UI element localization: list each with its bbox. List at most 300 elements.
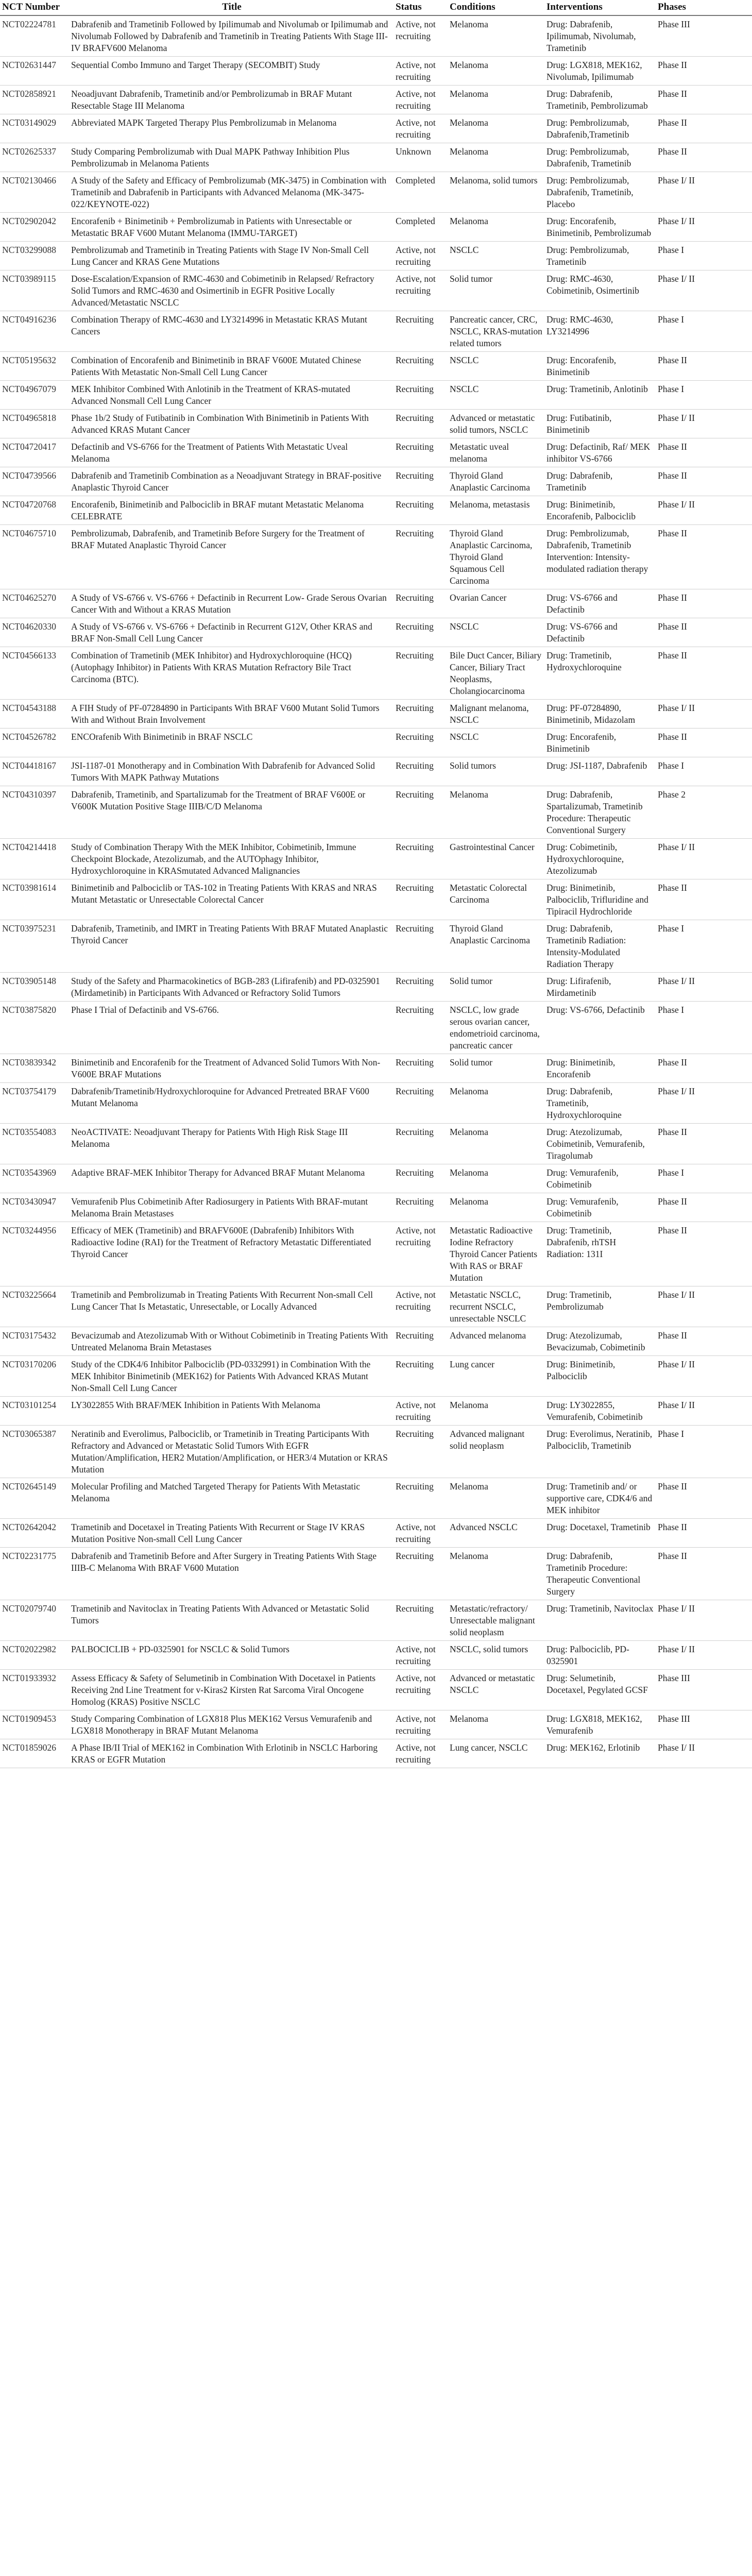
table-row bbox=[0, 496, 752, 525]
conditions-cell: Thyroid Gland Anaplastic Carcinoma, Thyroid Gland Squamous Cell Carcinoma bbox=[448, 525, 544, 589]
status-cell: Recruiting bbox=[394, 352, 448, 381]
nct-number-cell: NCT04625270 bbox=[0, 589, 70, 618]
interventions-cell: Drug: Defactinib, Raf/ MEK inhibitor VS-6766 bbox=[544, 438, 656, 467]
conditions-cell: Metastatic/refractory/ Unresectable malignant solid neoplasm bbox=[448, 1600, 544, 1641]
table-row bbox=[0, 242, 752, 270]
status-cell: Completed bbox=[394, 213, 448, 242]
nct-number-cell: NCT01859026 bbox=[0, 1739, 70, 1768]
nct-number-cell: NCT03875820 bbox=[0, 1002, 70, 1054]
conditions-cell: Melanoma bbox=[448, 143, 544, 172]
nct-number-cell: NCT04720417 bbox=[0, 438, 70, 467]
title-cell: Bevacizumab and Atezolizumab With or Without Cobimetinib in Treating Patients With Untreated Melanoma Brain Metastases bbox=[70, 1327, 394, 1356]
conditions-cell: Metastatic NSCLC, recurrent NSCLC, unresectable NSCLC bbox=[448, 1286, 544, 1327]
interventions-cell: Drug: Dabrafenib, Spartalizumab, Trametinib Procedure: Therapeutic Conventional Surgery bbox=[544, 786, 656, 839]
phases-cell: Phase 2 bbox=[656, 786, 752, 839]
title-cell: Encorafenib + Binimetinib + Pembrolizumab in Patients with Unresectable or Metastatic BRAF V600 Mutant Melanoma (IMMU-TARGET) bbox=[70, 213, 394, 242]
phases-cell: Phase I bbox=[656, 1426, 752, 1478]
conditions-cell: NSCLC bbox=[448, 728, 544, 757]
interventions-cell: Drug: VS-6766, Defactinib bbox=[544, 1002, 656, 1054]
interventions-cell: Drug: Pembrolizumab, Dabrafenib,Trametinib bbox=[544, 114, 656, 143]
phases-cell: Phase I/ II bbox=[656, 839, 752, 879]
conditions-cell: Melanoma, solid tumors bbox=[448, 172, 544, 213]
table-row bbox=[0, 525, 752, 589]
phases-cell: Phase II bbox=[656, 525, 752, 589]
table-row bbox=[0, 879, 752, 920]
conditions-cell: NSCLC bbox=[448, 618, 544, 647]
conditions-cell: Malignant melanoma, NSCLC bbox=[448, 700, 544, 728]
title-cell: Binimetinib and Palbociclib or TAS-102 in Treating Patients With KRAS and NRAS Mutant Metastatic or Unresectable Colorectal Cancer bbox=[70, 879, 394, 920]
conditions-cell: Thyroid Gland Anaplastic Carcinoma bbox=[448, 467, 544, 496]
interventions-cell: Drug: Dabrafenib, Trametinib Radiation: Intensity-Modulated Radiation Therapy bbox=[544, 920, 656, 973]
interventions-cell: Drug: Binimetinib, Palbociclib, Trifluridine and Tipiracil Hydrochloride bbox=[544, 879, 656, 920]
phases-cell: Phase I bbox=[656, 757, 752, 786]
phases-cell: Phase II bbox=[656, 86, 752, 114]
status-cell: Recruiting bbox=[394, 973, 448, 1002]
nct-number-cell: NCT05195632 bbox=[0, 352, 70, 381]
status-cell: Recruiting bbox=[394, 1478, 448, 1519]
status-cell: Active, not recruiting bbox=[394, 15, 448, 57]
table-row bbox=[0, 1426, 752, 1478]
table-row bbox=[0, 1478, 752, 1519]
phases-cell: Phase II bbox=[656, 647, 752, 700]
phases-cell: Phase I bbox=[656, 920, 752, 973]
nct-number-cell: NCT03244956 bbox=[0, 1222, 70, 1286]
nct-number-cell: NCT04965818 bbox=[0, 410, 70, 438]
table-row bbox=[0, 1397, 752, 1426]
table-row bbox=[0, 1519, 752, 1548]
interventions-cell: Drug: Encorafenib, Binimetinib bbox=[544, 352, 656, 381]
phases-cell: Phase II bbox=[656, 438, 752, 467]
table-row bbox=[0, 213, 752, 242]
table-row bbox=[0, 1710, 752, 1739]
status-cell: Recruiting bbox=[394, 311, 448, 352]
title-cell: Dose-Escalation/Expansion of RMC-4630 and Cobimetinib in Relapsed/ Refractory Solid Tumors and RMC-4630 and Osimertinib in EGFR Positive Locally Advanced/Metastatic NSCLC bbox=[70, 270, 394, 311]
phases-cell: Phase II bbox=[656, 467, 752, 496]
table-row bbox=[0, 311, 752, 352]
conditions-cell: NSCLC, low grade serous ovarian cancer, endometrioid carcinoma, pancreatic cancer bbox=[448, 1002, 544, 1054]
conditions-cell: Ovarian Cancer bbox=[448, 589, 544, 618]
interventions-cell: Drug: Pembrolizumab, Dabrafenib, Trametinib bbox=[544, 143, 656, 172]
conditions-cell: Metastatic uveal melanoma bbox=[448, 438, 544, 467]
status-cell: Recruiting bbox=[394, 496, 448, 525]
conditions-cell: Melanoma bbox=[448, 86, 544, 114]
phases-cell: Phase I bbox=[656, 381, 752, 410]
conditions-cell: Melanoma bbox=[448, 1124, 544, 1164]
title-cell: Dabrafenib and Trametinib Before and After Surgery in Treating Patients With Stage IIIB-C Melanoma With BRAF V600 Mutation bbox=[70, 1548, 394, 1600]
phases-cell: Phase I bbox=[656, 311, 752, 352]
conditions-cell: Solid tumor bbox=[448, 973, 544, 1002]
conditions-cell: Advanced malignant solid neoplasm bbox=[448, 1426, 544, 1478]
table-row bbox=[0, 381, 752, 410]
status-cell: Active, not recruiting bbox=[394, 114, 448, 143]
status-cell: Recruiting bbox=[394, 1124, 448, 1164]
nct-number-cell: NCT02022982 bbox=[0, 1641, 70, 1670]
conditions-cell: Bile Duct Cancer, Biliary Cancer, Biliary Tract Neoplasms, Cholangiocarcinoma bbox=[448, 647, 544, 700]
conditions-cell: Lung cancer bbox=[448, 1356, 544, 1397]
conditions-cell: Melanoma bbox=[448, 1710, 544, 1739]
conditions-cell: Lung cancer, NSCLC bbox=[448, 1739, 544, 1768]
title-cell: Pembrolizumab and Trametinib in Treating Patients with Stage IV Non-Small Cell Lung Cancer and KRAS Gene Mutations bbox=[70, 242, 394, 270]
status-cell: Recruiting bbox=[394, 1002, 448, 1054]
phases-cell: Phase I/ II bbox=[656, 410, 752, 438]
conditions-cell: Melanoma bbox=[448, 1083, 544, 1124]
title-cell: Trametinib and Navitoclax in Treating Patients With Advanced or Metastatic Solid Tumors bbox=[70, 1600, 394, 1641]
phases-cell: Phase I/ II bbox=[656, 700, 752, 728]
phases-cell: Phase III bbox=[656, 15, 752, 57]
nct-number-cell: NCT03905148 bbox=[0, 973, 70, 1002]
nct-number-cell: NCT03754179 bbox=[0, 1083, 70, 1124]
conditions-cell: Solid tumors bbox=[448, 757, 544, 786]
table-row bbox=[0, 728, 752, 757]
title-cell: Study of Combination Therapy With the MEK Inhibitor, Cobimetinib, Immune Checkpoint Blockade, Atezolizumab, and the AUTOphagy Inhibitor, Hydroxychloroquine in KRASmutated Advanced Malignancies bbox=[70, 839, 394, 879]
conditions-cell: Thyroid Gland Anaplastic Carcinoma bbox=[448, 920, 544, 973]
status-cell: Recruiting bbox=[394, 618, 448, 647]
title-cell: Trametinib and Pembrolizumab in Treating Patients With Recurrent Non-small Cell Lung Cancer That Is Metastatic, Unresectable, or Locally Advanced bbox=[70, 1286, 394, 1327]
interventions-cell: Drug: PF-07284890, Binimetinib, Midazolam bbox=[544, 700, 656, 728]
phases-cell: Phase III bbox=[656, 1670, 752, 1710]
status-cell: Active, not recruiting bbox=[394, 1397, 448, 1426]
conditions-cell: Melanoma bbox=[448, 786, 544, 839]
nct-number-cell: NCT04967079 bbox=[0, 381, 70, 410]
phases-cell: Phase II bbox=[656, 114, 752, 143]
table-row bbox=[0, 700, 752, 728]
conditions-cell: NSCLC bbox=[448, 381, 544, 410]
conditions-cell: Advanced NSCLC bbox=[448, 1519, 544, 1548]
table-row bbox=[0, 1124, 752, 1164]
interventions-cell: Drug: LY3022855, Vemurafenib, Cobimetinib bbox=[544, 1397, 656, 1426]
phases-cell: Phase I bbox=[656, 1164, 752, 1193]
interventions-cell: Drug: Atezolizumab, Bevacizumab, Cobimetinib bbox=[544, 1327, 656, 1356]
phases-cell: Phase II bbox=[656, 1054, 752, 1083]
title-cell: A Study of the Safety and Efficacy of Pembrolizumab (MK-3475) in Combination with Trametinib and Dabrafenib in Participants with Advanced Melanoma (MK-3475-022/KEYNOTE-022) bbox=[70, 172, 394, 213]
interventions-cell: Drug: Binimetinib, Encorafenib bbox=[544, 1054, 656, 1083]
status-cell: Active, not recruiting bbox=[394, 86, 448, 114]
table-row bbox=[0, 1193, 752, 1222]
interventions-cell: Drug: Palbociclib, PD-0325901 bbox=[544, 1641, 656, 1670]
nct-number-cell: NCT04310397 bbox=[0, 786, 70, 839]
phases-cell: Phase II bbox=[656, 728, 752, 757]
interventions-cell: Drug: Atezolizumab, Cobimetinib, Vemurafenib, Tiragolumab bbox=[544, 1124, 656, 1164]
status-cell: Active, not recruiting bbox=[394, 57, 448, 86]
interventions-cell: Drug: Trametinib, Pembrolizumab bbox=[544, 1286, 656, 1327]
nct-number-cell: NCT04526782 bbox=[0, 728, 70, 757]
interventions-cell: Drug: LGX818, MEK162, Nivolumab, Ipilimumab bbox=[544, 57, 656, 86]
nct-number-cell: NCT02631447 bbox=[0, 57, 70, 86]
conditions-cell: Pancreatic cancer, CRC, NSCLC, KRAS-mutation related tumors bbox=[448, 311, 544, 352]
title-cell: ENCOrafenib With Binimetinib in BRAF NSCLC bbox=[70, 728, 394, 757]
nct-number-cell: NCT03430947 bbox=[0, 1193, 70, 1222]
phases-cell: Phase I/ II bbox=[656, 1083, 752, 1124]
table-row bbox=[0, 438, 752, 467]
status-cell: Recruiting bbox=[394, 879, 448, 920]
status-cell: Recruiting bbox=[394, 438, 448, 467]
table-row bbox=[0, 172, 752, 213]
nct-number-cell: NCT03225664 bbox=[0, 1286, 70, 1327]
table-row bbox=[0, 1600, 752, 1641]
nct-number-cell: NCT03839342 bbox=[0, 1054, 70, 1083]
status-cell: Recruiting bbox=[394, 1327, 448, 1356]
table-row bbox=[0, 589, 752, 618]
nct-number-cell: NCT03065387 bbox=[0, 1426, 70, 1478]
interventions-cell: Drug: VS-6766 and Defactinib bbox=[544, 589, 656, 618]
header-interventions: Interventions bbox=[544, 0, 656, 15]
nct-number-cell: NCT04214418 bbox=[0, 839, 70, 879]
interventions-cell: Drug: Dabrafenib, Trametinib, Pembrolizumab bbox=[544, 86, 656, 114]
interventions-cell: Drug: Trametinib, Dabrafenib, rhTSH Radiation: 131I bbox=[544, 1222, 656, 1286]
title-cell: Sequential Combo Immuno and Target Therapy (SECOMBIT) Study bbox=[70, 57, 394, 86]
table-row bbox=[0, 1548, 752, 1600]
title-cell: JSI-1187-01 Monotherapy and in Combination With Dabrafenib for Advanced Solid Tumors With MAPK Pathway Mutations bbox=[70, 757, 394, 786]
table-row bbox=[0, 1286, 752, 1327]
header-phases: Phases bbox=[656, 0, 752, 15]
phases-cell: Phase II bbox=[656, 1222, 752, 1286]
interventions-cell: Drug: Futibatinib, Binimetinib bbox=[544, 410, 656, 438]
title-cell: A Study of VS-6766 v. VS-6766 + Defactinib in Recurrent Low- Grade Serous Ovarian Cancer With and Without a KRAS Mutation bbox=[70, 589, 394, 618]
header-row bbox=[0, 0, 752, 15]
phases-cell: Phase II bbox=[656, 618, 752, 647]
conditions-cell: Melanoma bbox=[448, 114, 544, 143]
conditions-cell: Melanoma bbox=[448, 1164, 544, 1193]
phases-cell: Phase I/ II bbox=[656, 1600, 752, 1641]
title-cell: Abbreviated MAPK Targeted Therapy Plus Pembrolizumab in Melanoma bbox=[70, 114, 394, 143]
interventions-cell: Drug: Vemurafenib, Cobimetinib bbox=[544, 1164, 656, 1193]
phases-cell: Phase I bbox=[656, 242, 752, 270]
title-cell: Dabrafenib/Trametinib/Hydroxychloroquine for Advanced Pretreated BRAF V600 Mutant Melanoma bbox=[70, 1083, 394, 1124]
nct-number-cell: NCT02224781 bbox=[0, 15, 70, 57]
title-cell: Study of the CDK4/6 Inhibitor Palbociclib (PD-0332991) in Combination With the MEK Inhibitor Binimetinib (MEK162) for Patients With Advanced KRAS Mutant Non-Small Cell Lung Cancer bbox=[70, 1356, 394, 1397]
status-cell: Recruiting bbox=[394, 700, 448, 728]
status-cell: Active, not recruiting bbox=[394, 1519, 448, 1548]
title-cell: Study of the Safety and Pharmacokinetics of BGB-283 (Lifirafenib) and PD-0325901 (Mirdametinib) in Participants With Advanced or Refractory Solid Tumors bbox=[70, 973, 394, 1002]
interventions-cell: Drug: Pembrolizumab, Dabrafenib, Trametinib Intervention: Intensity-modulated radiation therapy bbox=[544, 525, 656, 589]
interventions-cell: Drug: Dabrafenib, Trametinib, Hydroxychloroquine bbox=[544, 1083, 656, 1124]
table-row bbox=[0, 114, 752, 143]
nct-number-cell: NCT02625337 bbox=[0, 143, 70, 172]
conditions-cell: Metastatic Colorectal Carcinoma bbox=[448, 879, 544, 920]
header-title: Title bbox=[70, 0, 394, 15]
status-cell: Recruiting bbox=[394, 1356, 448, 1397]
table-row bbox=[0, 15, 752, 57]
status-cell: Recruiting bbox=[394, 920, 448, 973]
phases-cell: Phase I/ II bbox=[656, 1397, 752, 1426]
table-row bbox=[0, 757, 752, 786]
status-cell: Recruiting bbox=[394, 1426, 448, 1478]
title-cell: Encorafenib, Binimetinib and Palbociclib in BRAF mutant Metastatic Melanoma CELEBRATE bbox=[70, 496, 394, 525]
status-cell: Recruiting bbox=[394, 1193, 448, 1222]
conditions-cell: Advanced melanoma bbox=[448, 1327, 544, 1356]
nct-number-cell: NCT03175432 bbox=[0, 1327, 70, 1356]
interventions-cell: Drug: Cobimetinib, Hydroxychloroquine, Atezolizumab bbox=[544, 839, 656, 879]
title-cell: Molecular Profiling and Matched Targeted Therapy for Patients With Metastatic Melanoma bbox=[70, 1478, 394, 1519]
nct-number-cell: NCT02130466 bbox=[0, 172, 70, 213]
title-cell: Efficacy of MEK (Trametinib) and BRAFV600E (Dabrafenib) Inhibitors With Radioactive Iodine (RAI) for the Treatment of Refractory Metastatic Differentiated Thyroid Cancer bbox=[70, 1222, 394, 1286]
title-cell: Trametinib and Docetaxel in Treating Patients With Recurrent or Stage IV KRAS Mutation Positive Non-small Cell Lung Cancer bbox=[70, 1519, 394, 1548]
phases-cell: Phase I/ II bbox=[656, 270, 752, 311]
conditions-cell: NSCLC bbox=[448, 242, 544, 270]
nct-number-cell: NCT03170206 bbox=[0, 1356, 70, 1397]
conditions-cell: Metastatic Radioactive Iodine Refractory Thyroid Cancer Patients With RAS or BRAF Mutation bbox=[448, 1222, 544, 1286]
interventions-cell: Drug: MEK162, Erlotinib bbox=[544, 1739, 656, 1768]
interventions-cell: Drug: LGX818, MEK162, Vemurafenib bbox=[544, 1710, 656, 1739]
status-cell: Recruiting bbox=[394, 1600, 448, 1641]
table-row bbox=[0, 1327, 752, 1356]
table-row bbox=[0, 920, 752, 973]
title-cell: Neoadjuvant Dabrafenib, Trametinib and/or Pembrolizumab in BRAF Mutant Resectable Stage III Melanoma bbox=[70, 86, 394, 114]
phases-cell: Phase I/ II bbox=[656, 1356, 752, 1397]
title-cell: Pembrolizumab, Dabrafenib, and Trametinib Before Surgery for the Treatment of BRAF Mutated Anaplastic Thyroid Cancer bbox=[70, 525, 394, 589]
status-cell: Active, not recruiting bbox=[394, 1286, 448, 1327]
status-cell: Active, not recruiting bbox=[394, 1670, 448, 1710]
title-cell: Neratinib and Everolimus, Palbociclib, or Trametinib in Treating Participants With Refractory and Advanced or Metastatic Solid Tumors With EGFR Mutation/Amplification, HER2 Mutation/Amplification, or HER3/4 Mutation or KRAS Mutation bbox=[70, 1426, 394, 1478]
title-cell: A FIH Study of PF-07284890 in Participants With BRAF V600 Mutant Solid Tumors With and Without Brain Involvement bbox=[70, 700, 394, 728]
conditions-cell: Melanoma bbox=[448, 15, 544, 57]
title-cell: MEK Inhibitor Combined With Anlotinib in the Treatment of KRAS-mutated Advanced Nonsmall Cell Lung Cancer bbox=[70, 381, 394, 410]
title-cell: Adaptive BRAF-MEK Inhibitor Therapy for Advanced BRAF Mutant Melanoma bbox=[70, 1164, 394, 1193]
nct-number-cell: NCT04739566 bbox=[0, 467, 70, 496]
nct-number-cell: NCT04620330 bbox=[0, 618, 70, 647]
nct-number-cell: NCT03149029 bbox=[0, 114, 70, 143]
phases-cell: Phase I/ II bbox=[656, 973, 752, 1002]
interventions-cell: Drug: JSI-1187, Dabrafenib bbox=[544, 757, 656, 786]
title-cell: Study Comparing Combination of LGX818 Plus MEK162 Versus Vemurafenib and LGX818 Monotherapy in BRAF Mutant Melanoma bbox=[70, 1710, 394, 1739]
phases-cell: Phase II bbox=[656, 1519, 752, 1548]
nct-number-cell: NCT02642042 bbox=[0, 1519, 70, 1548]
table-row bbox=[0, 1164, 752, 1193]
phases-cell: Phase I/ II bbox=[656, 172, 752, 213]
conditions-cell: Advanced or metastatic solid tumors, NSCLC bbox=[448, 410, 544, 438]
nct-number-cell: NCT04543188 bbox=[0, 700, 70, 728]
nct-number-cell: NCT03101254 bbox=[0, 1397, 70, 1426]
status-cell: Recruiting bbox=[394, 1164, 448, 1193]
nct-number-cell: NCT04675710 bbox=[0, 525, 70, 589]
table-header bbox=[0, 0, 752, 15]
conditions-cell: Melanoma, metastasis bbox=[448, 496, 544, 525]
title-cell: A Phase IB/II Trial of MEK162 in Combination With Erlotinib in NSCLC Harboring KRAS or EGFR Mutation bbox=[70, 1739, 394, 1768]
interventions-cell: Drug: RMC-4630, Cobimetinib, Osimertinib bbox=[544, 270, 656, 311]
interventions-cell: Drug: Vemurafenib, Cobimetinib bbox=[544, 1193, 656, 1222]
phases-cell: Phase II bbox=[656, 1548, 752, 1600]
nct-number-cell: NCT03543969 bbox=[0, 1164, 70, 1193]
table-row bbox=[0, 1641, 752, 1670]
title-cell: PALBOCICLIB + PD-0325901 for NSCLC & Solid Tumors bbox=[70, 1641, 394, 1670]
nct-number-cell: NCT02902042 bbox=[0, 213, 70, 242]
status-cell: Recruiting bbox=[394, 589, 448, 618]
status-cell: Recruiting bbox=[394, 525, 448, 589]
interventions-cell: Drug: Pembrolizumab, Trametinib bbox=[544, 242, 656, 270]
table-row bbox=[0, 1222, 752, 1286]
nct-number-cell: NCT03299088 bbox=[0, 242, 70, 270]
conditions-cell: NSCLC bbox=[448, 352, 544, 381]
nct-number-cell: NCT01933932 bbox=[0, 1670, 70, 1710]
title-cell: Vemurafenib Plus Cobimetinib After Radiosurgery in Patients With BRAF-mutant Melanoma Brain Metastases bbox=[70, 1193, 394, 1222]
nct-number-cell: NCT02858921 bbox=[0, 86, 70, 114]
title-cell: Dabrafenib, Trametinib, and IMRT in Treating Patients With BRAF Mutated Anaplastic Thyroid Cancer bbox=[70, 920, 394, 973]
interventions-cell: Drug: Encorafenib, Binimetinib, Pembrolizumab bbox=[544, 213, 656, 242]
table-row bbox=[0, 143, 752, 172]
interventions-cell: Drug: Selumetinib, Docetaxel, Pegylated GCSF bbox=[544, 1670, 656, 1710]
nct-number-cell: NCT04418167 bbox=[0, 757, 70, 786]
conditions-cell: Solid tumor bbox=[448, 1054, 544, 1083]
nct-number-cell: NCT04566133 bbox=[0, 647, 70, 700]
conditions-cell: Melanoma bbox=[448, 57, 544, 86]
conditions-cell: Melanoma bbox=[448, 1193, 544, 1222]
status-cell: Active, not recruiting bbox=[394, 1739, 448, 1768]
status-cell: Active, not recruiting bbox=[394, 1641, 448, 1670]
table-row bbox=[0, 618, 752, 647]
status-cell: Recruiting bbox=[394, 381, 448, 410]
nct-number-cell: NCT04720768 bbox=[0, 496, 70, 525]
status-cell: Active, not recruiting bbox=[394, 242, 448, 270]
conditions-cell: Melanoma bbox=[448, 1397, 544, 1426]
title-cell: Combination of Trametinib (MEK Inhibitor) and Hydroxychloroquine (HCQ) (Autophagy Inhibitor) in Patients With KRAS Mutation Refractory Bile Tract Carcinoma (BTC). bbox=[70, 647, 394, 700]
table-row bbox=[0, 786, 752, 839]
header-status: Status bbox=[394, 0, 448, 15]
table-row bbox=[0, 1356, 752, 1397]
interventions-cell: Drug: Dabrafenib, Trametinib Procedure: Therapeutic Conventional Surgery bbox=[544, 1548, 656, 1600]
title-cell: LY3022855 With BRAF/MEK Inhibition in Patients With Melanoma bbox=[70, 1397, 394, 1426]
status-cell: Recruiting bbox=[394, 839, 448, 879]
conditions-cell: Melanoma bbox=[448, 1478, 544, 1519]
title-cell: Combination Therapy of RMC-4630 and LY3214996 in Metastatic KRAS Mutant Cancers bbox=[70, 311, 394, 352]
title-cell: Phase I Trial of Defactinib and VS-6766. bbox=[70, 1002, 394, 1054]
nct-number-cell: NCT03975231 bbox=[0, 920, 70, 973]
interventions-cell: Drug: Lifirafenib, Mirdametinib bbox=[544, 973, 656, 1002]
nct-number-cell: NCT02645149 bbox=[0, 1478, 70, 1519]
title-cell: Dabrafenib, Trametinib, and Spartalizumab for the Treatment of BRAF V600E or V600K Mutation Positive Stage IIIB/C/D Melanoma bbox=[70, 786, 394, 839]
status-cell: Recruiting bbox=[394, 1054, 448, 1083]
interventions-cell: Drug: RMC-4630, LY3214996 bbox=[544, 311, 656, 352]
phases-cell: Phase II bbox=[656, 1478, 752, 1519]
interventions-cell: Drug: Everolimus, Neratinib, Palbociclib, Trametinib bbox=[544, 1426, 656, 1478]
status-cell: Recruiting bbox=[394, 786, 448, 839]
conditions-cell: Melanoma bbox=[448, 1548, 544, 1600]
nct-number-cell: NCT04916236 bbox=[0, 311, 70, 352]
status-cell: Recruiting bbox=[394, 728, 448, 757]
status-cell: Recruiting bbox=[394, 757, 448, 786]
nct-number-cell: NCT02079740 bbox=[0, 1600, 70, 1641]
status-cell: Active, not recruiting bbox=[394, 1222, 448, 1286]
title-cell: Defactinib and VS-6766 for the Treatment of Patients With Metastatic Uveal Melanoma bbox=[70, 438, 394, 467]
interventions-cell: Drug: Binimetinib, Palbociclib bbox=[544, 1356, 656, 1397]
status-cell: Active, not recruiting bbox=[394, 1710, 448, 1739]
conditions-cell: NSCLC, solid tumors bbox=[448, 1641, 544, 1670]
phases-cell: Phase I/ II bbox=[656, 213, 752, 242]
interventions-cell: Drug: Dabrafenib, Ipilimumab, Nivolumab, Trametinib bbox=[544, 15, 656, 57]
title-cell: Assess Efficacy & Safety of Selumetinib in Combination With Docetaxel in Patients Receiving 2nd Line Treatment for v-Kiras2 Kirsten Rat Sarcoma Viral Oncogene Homolog (KRAS) Positive NSCLC bbox=[70, 1670, 394, 1710]
table-row bbox=[0, 1054, 752, 1083]
status-cell: Recruiting bbox=[394, 1083, 448, 1124]
title-cell: NeoACTIVATE: Neoadjuvant Therapy for Patients With High Risk Stage III Melanoma bbox=[70, 1124, 394, 1164]
table-row bbox=[0, 973, 752, 1002]
table-row bbox=[0, 839, 752, 879]
table-row bbox=[0, 1083, 752, 1124]
table-row bbox=[0, 352, 752, 381]
status-cell: Recruiting bbox=[394, 647, 448, 700]
title-cell: A Study of VS-6766 v. VS-6766 + Defactinib in Recurrent G12V, Other KRAS and BRAF Non-Small Cell Lung Cancer bbox=[70, 618, 394, 647]
phases-cell: Phase I/ II bbox=[656, 1739, 752, 1768]
interventions-cell: Drug: Pembrolizumab, Dabrafenib, Trametinib, Placebo bbox=[544, 172, 656, 213]
nct-number-cell: NCT03981614 bbox=[0, 879, 70, 920]
table-body bbox=[0, 15, 752, 1768]
title-cell: Phase 1b/2 Study of Futibatinib in Combination With Binimetinib in Patients With Advanced KRAS Mutant Cancer bbox=[70, 410, 394, 438]
phases-cell: Phase II bbox=[656, 143, 752, 172]
phases-cell: Phase I bbox=[656, 1002, 752, 1054]
status-cell: Recruiting bbox=[394, 1548, 448, 1600]
table-row bbox=[0, 647, 752, 700]
phases-cell: Phase II bbox=[656, 1193, 752, 1222]
conditions-cell: Solid tumor bbox=[448, 270, 544, 311]
status-cell: Unknown bbox=[394, 143, 448, 172]
